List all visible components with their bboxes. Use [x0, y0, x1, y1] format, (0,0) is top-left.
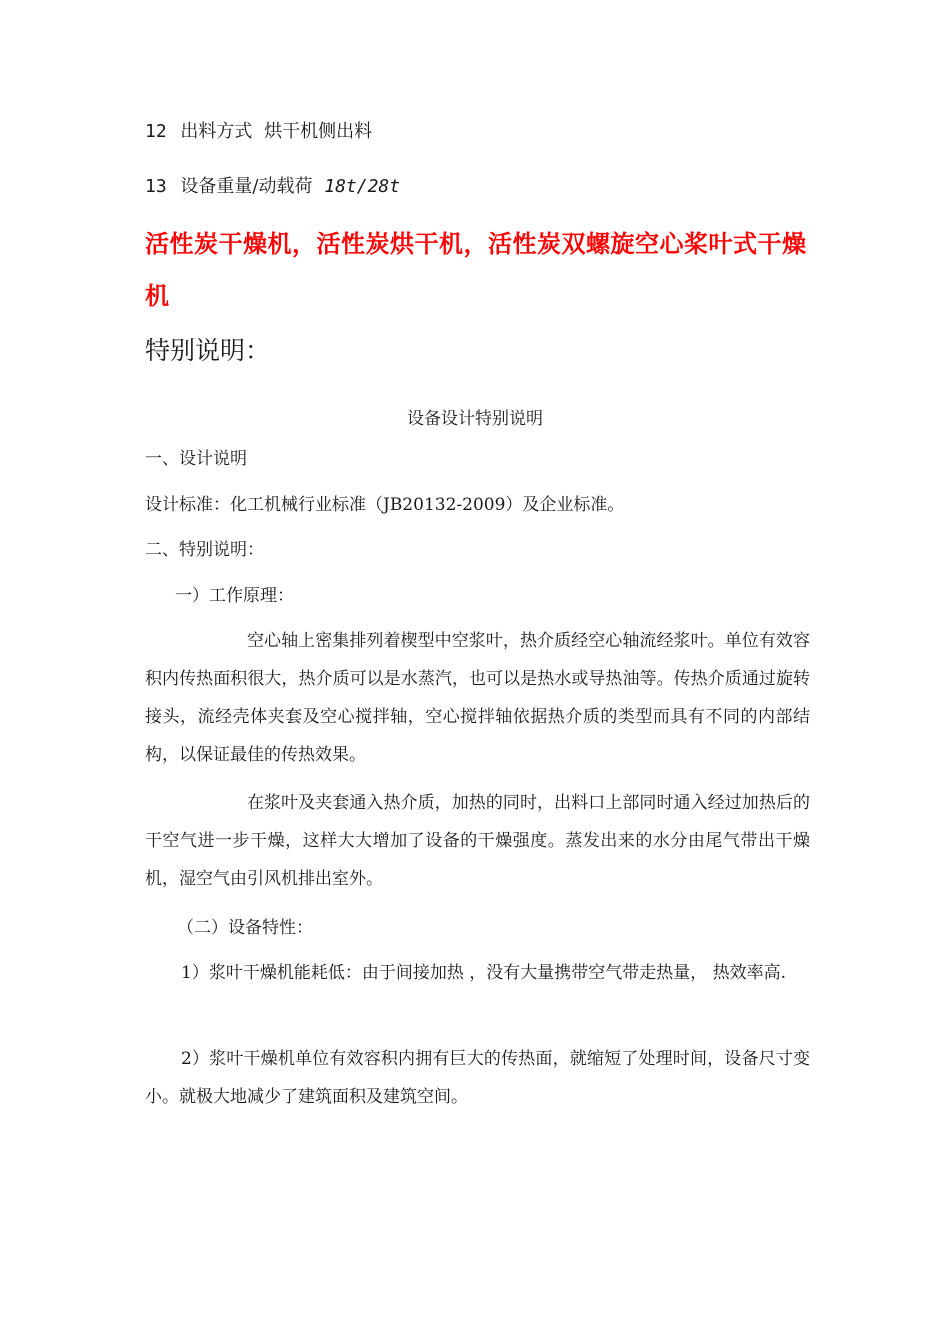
spec-label: 出料方式	[180, 121, 253, 142]
spec-number: 12	[145, 121, 167, 142]
special-notes-title: 特别说明：	[145, 336, 271, 365]
section-heading-special: 二、特别说明：	[145, 540, 264, 560]
design-standard-text: 设计标准：化工机械行业标准（JB20132-2009）及企业标准。	[145, 495, 625, 515]
feature-item-1: 1）浆叶干燥机能耗低：由于间接加热 ，没有大量携带空气带走热量， 热效率高.	[181, 963, 787, 983]
spec-number: 13	[145, 176, 167, 197]
features-heading: （二）设备特性：	[177, 918, 313, 938]
spec-value: 烘干机侧出料	[264, 121, 373, 142]
document-title: 设备设计特别说明	[407, 409, 543, 429]
spec-row-13	[145, 178, 400, 196]
principle-paragraph-2: 在浆叶及夹套通入热介质，加热的同时，出料口上部同时通入经过加热后的干空气进一步干燥，这样大大增加了设备的干燥强度。蒸发出来的水分由尾气带出干燥机，湿空气由引风机排出室外。	[145, 793, 810, 889]
spec-label: 设备重量/动载荷	[180, 176, 313, 197]
principle-heading: 一）工作原理：	[175, 586, 294, 606]
principle-paragraph-1: 空心轴上密集排列着楔型中空浆叶，热介质经空心轴流经浆叶。单位有效容积内传热面积很大，热介质可以是水蒸汽，也可以是热水或导热油等。传热介质通过旋转接头，流经壳体夹套及空心搅拌轴，空心搅拌轴依据热介质的类型而具有不同的内部结构，以保证最佳的传热效果。	[145, 631, 810, 765]
section-heading-design: 一、设计说明	[145, 449, 247, 469]
product-headline: 活性炭干燥机，活性炭烘干机，活性炭双螺旋空心桨叶式干燥机	[145, 230, 807, 310]
spec-row-12	[145, 123, 372, 141]
feature-item-2: 2）浆叶干燥机单位有效容积内拥有巨大的传热面，就缩短了处理时间，设备尺寸变小。就极大地减少了建筑面积及建筑空间。	[145, 1049, 810, 1107]
spec-value: 18t/28t	[324, 176, 401, 197]
